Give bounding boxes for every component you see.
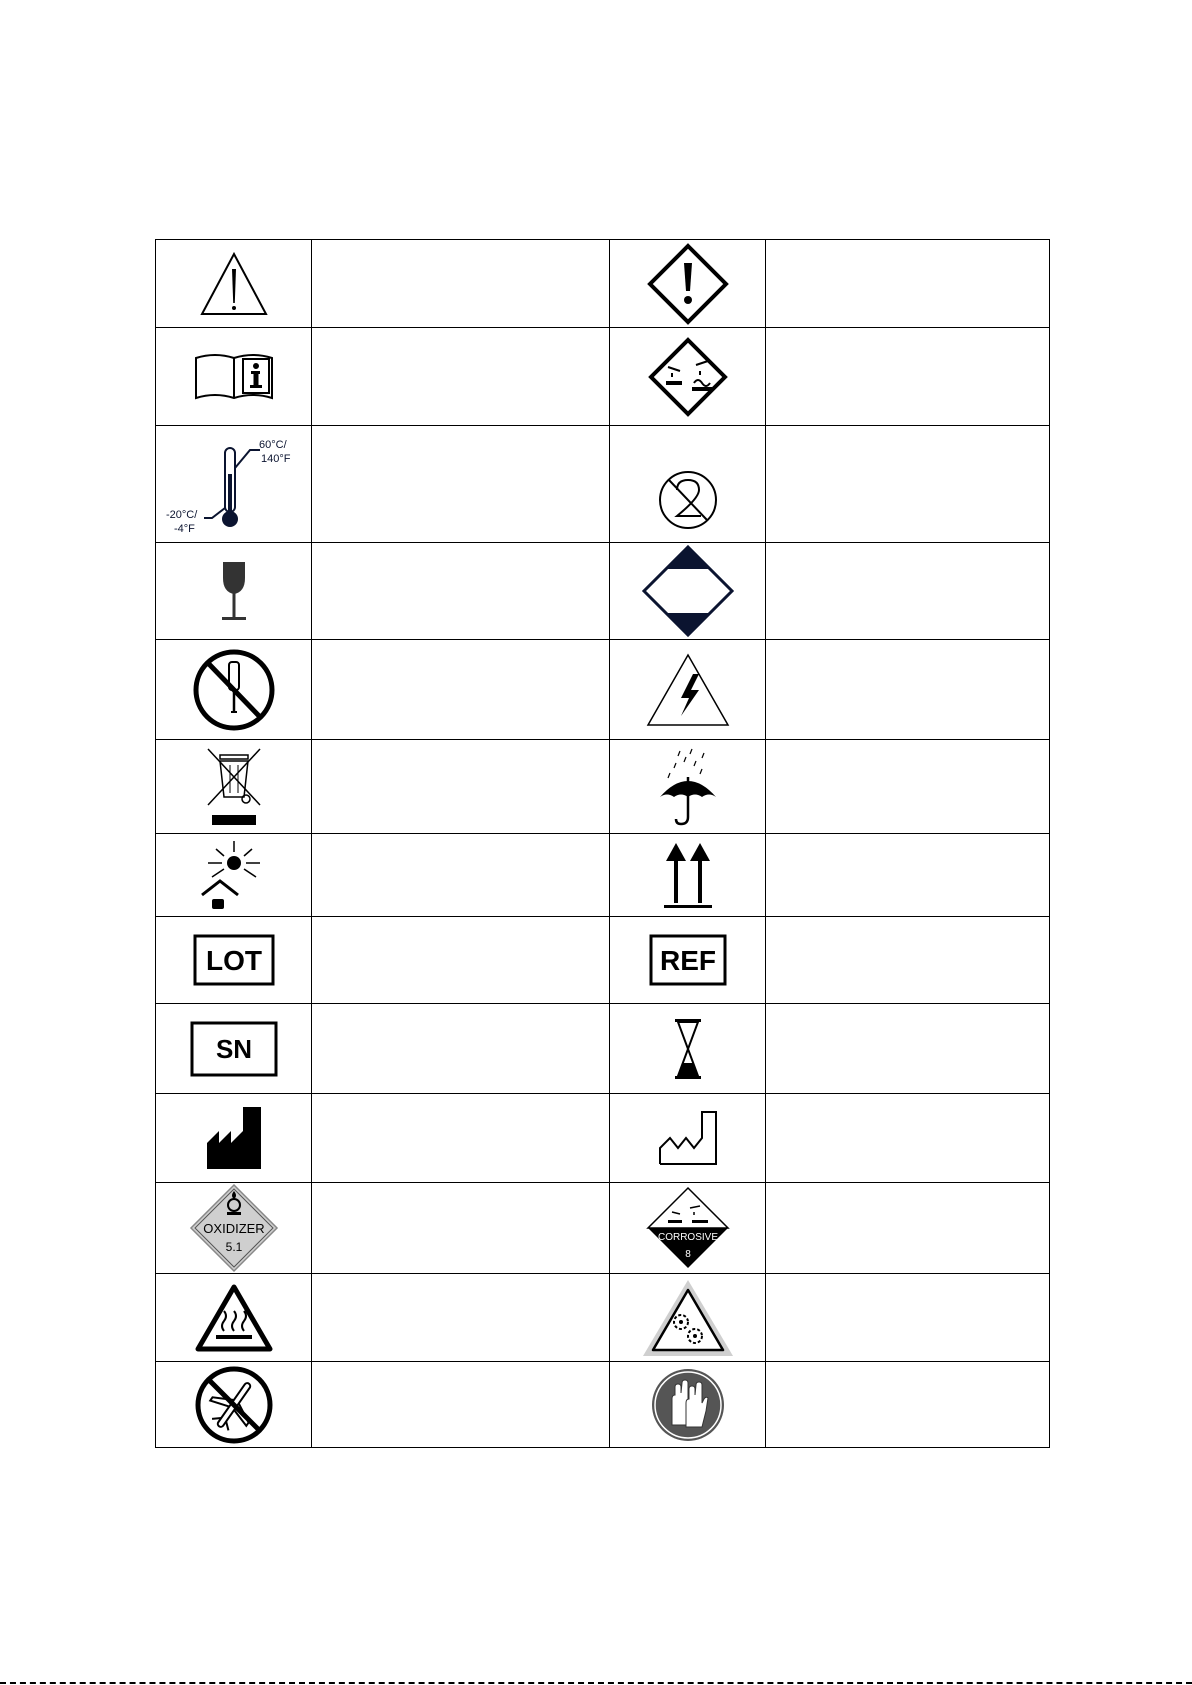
- symbol-cell: [610, 640, 766, 740]
- corrosive-label: CORROSIVE: [657, 1232, 718, 1243]
- symbol-cell: [610, 917, 766, 1004]
- description-cell: [312, 240, 610, 328]
- description-cell: [312, 328, 610, 426]
- table-row: [156, 834, 1050, 917]
- symbol-cell: [156, 640, 312, 740]
- table-row: [156, 328, 1050, 426]
- description-cell: [766, 834, 1050, 917]
- upper-limit-c: 60°C/: [258, 439, 287, 451]
- symbol-cell: [610, 1094, 766, 1183]
- table-row: [156, 640, 1050, 740]
- table-row: [156, 1004, 1050, 1094]
- symbol-cell: [156, 328, 312, 426]
- use-by-date-icon: [671, 1017, 705, 1081]
- symbol-cell: [156, 543, 312, 640]
- symbol-cell: [156, 740, 312, 834]
- description-cell: [312, 834, 610, 917]
- description-cell: [766, 1362, 1050, 1448]
- weee-bin-icon: [202, 745, 266, 829]
- corrosive-class: 8: [684, 1249, 691, 1260]
- serial-number-icon: [190, 1021, 278, 1077]
- description-cell: [766, 1004, 1050, 1094]
- keep-dry-icon: [656, 747, 720, 827]
- table-row: [156, 1274, 1050, 1362]
- symbol-cell: [156, 1004, 312, 1094]
- description-cell: [312, 640, 610, 740]
- symbol-cell: [156, 1362, 312, 1448]
- manufacturer-icon: [205, 1105, 263, 1171]
- table-row: [156, 917, 1050, 1004]
- table-row: [156, 740, 1050, 834]
- table-row: [156, 1094, 1050, 1183]
- symbol-cell: [610, 543, 766, 640]
- lot-label: LOT: [205, 945, 262, 976]
- symbol-cell: [610, 328, 766, 426]
- description-cell: [766, 1094, 1050, 1183]
- symbol-cell: [610, 240, 766, 328]
- temperature-limit-icon: [164, 434, 304, 534]
- symbol-cell: [610, 740, 766, 834]
- symbol-cell: [156, 426, 312, 543]
- oxidizer-placard-icon: [189, 1183, 279, 1273]
- description-cell: [312, 740, 610, 834]
- description-cell: [766, 426, 1050, 543]
- lot-icon: [193, 934, 275, 986]
- oxidizer-class: 5.1: [225, 1240, 242, 1254]
- description-cell: [312, 1183, 610, 1274]
- description-cell: [766, 1274, 1050, 1362]
- keep-away-from-sunlight-icon: [192, 837, 276, 913]
- no-air-transport-icon: [194, 1365, 274, 1445]
- fragile-icon: [214, 558, 254, 624]
- description-cell: [312, 1094, 610, 1183]
- do-not-reuse-icon: [653, 434, 723, 534]
- ref-icon: [649, 934, 727, 986]
- table-row: [156, 240, 1050, 328]
- do-not-disassemble-icon: [192, 648, 276, 732]
- description-cell: [312, 1362, 610, 1448]
- electrical-hazard-icon: [645, 652, 731, 728]
- description-cell: [766, 240, 1050, 328]
- ghs-corrosive-icon: [648, 337, 728, 417]
- symbol-table: [155, 239, 1050, 1448]
- symbol-cell: [156, 240, 312, 328]
- symbol-cell: [156, 1274, 312, 1362]
- description-cell: [766, 640, 1050, 740]
- symbol-cell: [156, 917, 312, 1004]
- table-row: [156, 426, 1050, 543]
- moving-parts-icon: [641, 1278, 735, 1358]
- symbol-cell: [610, 1183, 766, 1274]
- table-row: [156, 543, 1050, 640]
- lower-limit-c: -20°C/: [165, 509, 197, 521]
- hot-surface-icon: [194, 1283, 274, 1353]
- table-row: [156, 1183, 1050, 1274]
- symbol-cell: [156, 834, 312, 917]
- description-cell: [312, 1004, 610, 1094]
- description-cell: [766, 328, 1050, 426]
- description-cell: [312, 917, 610, 1004]
- caution-triangle-icon: [199, 251, 269, 317]
- oxidizer-label: OXIDIZER: [202, 1221, 265, 1236]
- upper-limit-f: 140°F: [260, 453, 290, 465]
- page-bottom-edge: [0, 1682, 1192, 1684]
- symbol-cell: [610, 1004, 766, 1094]
- symbol-cell: [610, 1362, 766, 1448]
- symbol-cell: [610, 426, 766, 543]
- consult-instructions-icon: [193, 352, 275, 402]
- description-cell: [766, 1183, 1050, 1274]
- description-cell: [312, 1274, 610, 1362]
- symbol-cell: [610, 834, 766, 917]
- corrosive-placard-icon: [646, 1186, 730, 1270]
- sn-label: SN: [215, 1033, 252, 1064]
- symbol-cell: [156, 1183, 312, 1274]
- description-cell: [766, 740, 1050, 834]
- description-cell: [312, 543, 610, 640]
- ghs-exclamation-icon: [647, 243, 729, 325]
- description-cell: [766, 917, 1050, 1004]
- symbol-cell: [610, 1274, 766, 1362]
- description-cell: [312, 426, 610, 543]
- wear-gloves-icon: [650, 1367, 726, 1443]
- lower-limit-f: -4°F: [173, 523, 195, 534]
- date-of-manufacture-icon: [658, 1110, 718, 1166]
- table-row: [156, 1362, 1050, 1448]
- this-way-up-icon: [660, 839, 716, 911]
- class9-placard-icon: [642, 545, 734, 637]
- ref-label: REF: [659, 945, 716, 976]
- description-cell: [766, 543, 1050, 640]
- symbol-cell: [156, 1094, 312, 1183]
